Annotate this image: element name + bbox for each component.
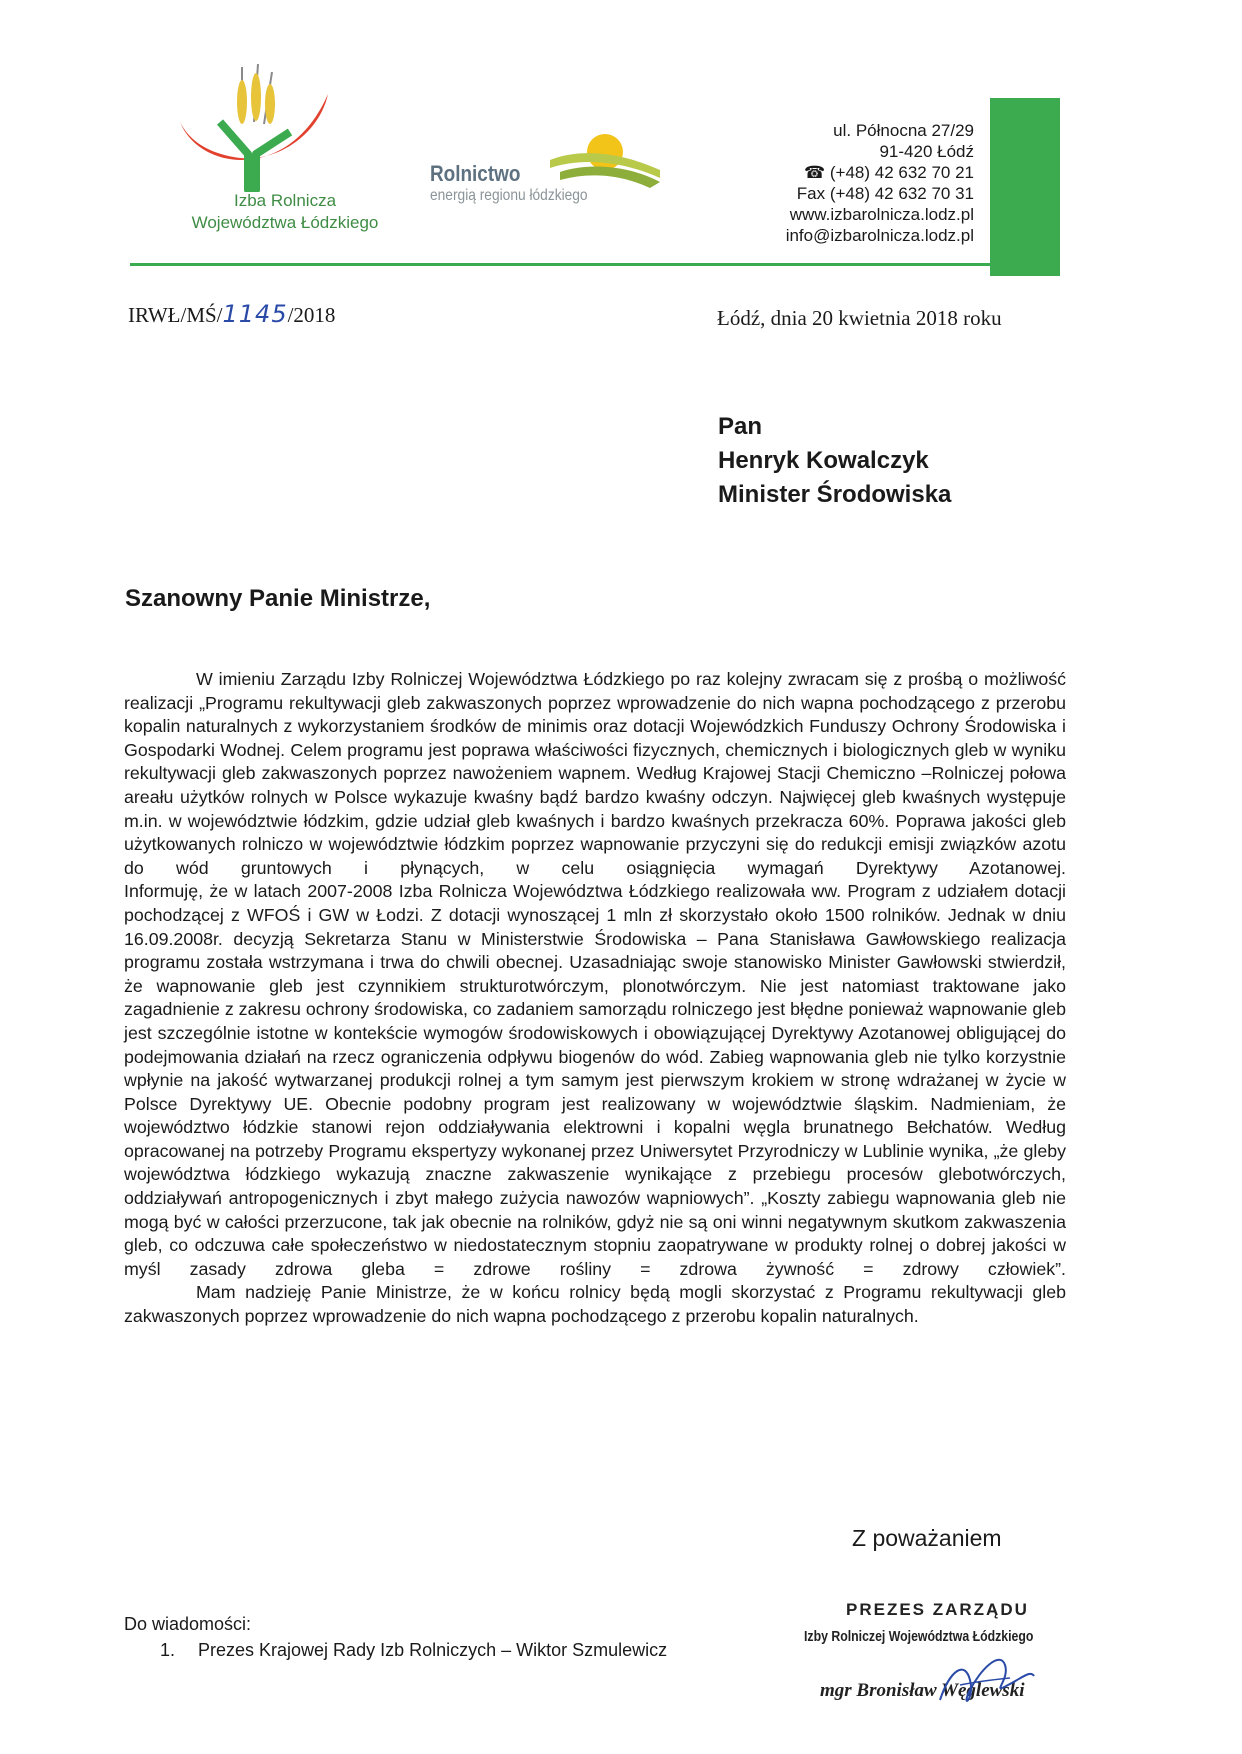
rolnictwo-logo [430,125,680,215]
reference-suffix: /2018 [287,303,336,327]
letter-body [124,668,1066,1329]
signature-title: PREZES ZARZĄDU [846,1600,1029,1619]
cc-list-item [160,1640,667,1661]
reference-number [128,300,335,328]
addressee-title: Minister Środowiska [718,481,952,508]
izba-rolnicza-logo [170,62,379,262]
contact-www[interactable]: www.izbarolnicza.lodz.pl [789,205,974,224]
contact-city: 91-420 Łódź [879,142,974,161]
rolnictwo-subtitle: energią regionu łódzkiego [430,187,588,204]
body-paragraph-3: Mam nadzieję Panie Ministrze, że w końcu rolnicy będą mogli skorzystać z Programu rekultywacji gleb zakwaszonych poprzez wprowadzenie do nich wapna pochodzącego z przerobu kopalin naturalnych. [124,1282,1066,1327]
addressee-block [718,410,951,512]
body-paragraph-2: Informuję, że w latach 2007-2008 Izba Rolnicza Województwa Łódzkiego realizowała ww. Program z udziałem dotacji pochodzącej z WFOŚ i GW w Łodzi. Z dotacji wynoszącej 1 mln zł skorzystało około 1500 rolników. Jednak w dniu 16.09.2008r. decyzją Sekretarza Stanu w Ministerstwie Środowiska – Pana Stanisława Gawłowskiego realizacja programu została wstrzymana i trwa do chwili obecnej. Uzasadniając swoje stanowisko Minister Gawłowski stwierdził, że wapnowanie gleb jest czynnikiem strukturotwórczym, plonotwórczym. Nie jest natomiast traktowane jako zagadnienie z zakresu ochrony środowiska, co zadaniem samorządu rolniczego jest błędne ponieważ wapnowanie gleb jest szczególnie istotne w kontekście wymogów środowiskowych i obowiązującej Dyrektywy Azotanowej obligującej do podejmowania działań na rzecz ograniczenia odpływu biogenów do wód. Zabieg wapnowania gleb nie tylko korzystnie wpłynie na jakość wytwarzanej produkcji rolnej a tym samym jest pierwszym krokiem w stronę wdrażanej w życie w Polsce Dyrektywy UE. Obecnie podobny program jest realizowany w województwie śląskim. Nadmieniam, że województwo łódzkie stanowi rejon oddziaływania elektrowni i kopalni węgla brunatnego Bełchatów. Według opracowanej na potrzeby Programu ekspertyzy wykonanej przez Uniwersytet Przyrodniczy w Lublinie wynika, „że gleby województwa łódzkiego wykazują znaczne zakwaszenie wynikające z przebiegu procesów glebotwórczych, oddziaływań antropogenicznych i zbyt małego zużycia nawozów wapniowych”. „Koszty zabiegu wapnowania gleb nie mogą być w całości przerzucone, tak jak obecnie na rolników, gdyż nie są oni winni negatywnym skutkom zakwaszenia gleb, co odczuwa całe społeczeństwo w niedostatecznym stopniu zaopatrywane w produkty rolnej o dobrej jakości w myśl zasady zdrowa gleba = zdrowe rośliny = zdrowa żywność = zdrowy człowiek”. [124,881,1066,1279]
contact-phone: ☎ (+48) 42 632 70 21 [803,163,974,182]
signature-stamp [800,1600,1090,1740]
contact-fax: Fax (+48) 42 632 70 31 [796,184,974,203]
closing-phrase: Z poważaniem [852,1525,1002,1551]
signature-organization: Izby Rolniczej Województwa Łódzkiego [804,1628,1034,1645]
contact-street: ul. Północna 27/29 [833,121,974,140]
wheat-and-sickle-icon [180,62,330,192]
sun-over-fields-icon [550,130,660,190]
handwritten-signature-icon [930,1640,1040,1720]
contact-email[interactable]: info@izbarolnicza.lodz.pl [785,226,974,245]
reference-handwritten-number: 1145 [222,300,288,328]
reference-prefix: IRWŁ/MŚ/ [128,303,223,327]
addressee-line1: Pan [718,413,763,440]
header-accent-bar [990,98,1060,276]
izba-logo-line2: Województwa Łódzkiego [191,213,379,232]
header-divider [130,263,1058,266]
letter-date: Łódź, dnia 20 kwietnia 2018 roku [717,306,1002,330]
addressee-name: Henryk Kowalczyk [718,447,929,474]
salutation: Szanowny Panie Ministrze, [125,585,431,612]
signature-name: mgr Bronisław Węglewski [820,1680,1025,1701]
contact-block [786,120,974,246]
izba-logo-line1: Izba Rolnicza [233,191,337,210]
cc-item-number: 1. [160,1640,176,1660]
cc-item-text: Prezes Krajowej Rady Izb Rolniczych – Wiktor Szmulewicz [198,1640,668,1660]
cc-title: Do wiadomości: [124,1614,252,1634]
body-paragraph-1: W imieniu Zarządu Izby Rolniczej Województwa Łódzkiego po raz kolejny zwracam się z prośbą o możliwość realizacji „Programu rekultywacji gleb zakwaszonych poprzez wprowadzenie do nich wapna pochodzącego z przerobu kopalin naturalnych z wykorzystaniem środków de minimis oraz dotacji Wojewódzkich Funduszy Ochrony Środowiska i Gospodarki Wodnej. Celem programu jest poprawa właściwości fizycznych, chemicznych i biologicznych gleb w wyniku rekultywacji gleb zakwaszonych poprzez nawożeniem wapnem. Według Krajowej Stacji Chemiczno –Rolniczej połowa areału użytków rolnych w Polsce wykazuje kwaśny bądź bardzo kwaśny odczyn. Najwięcej gleb kwaśnych występuje m.in. w województwie łódzkim, gdzie udział gleb kwaśnych i bardzo kwaśnych przekracza 60%. Poprawa jakości gleb użytkowanych rolniczo w województwie łódzkim poprzez wapnowanie przyczyni się do redukcji emisji związków azotu do wód gruntowych i płynących, w celu osiągnięcia wymagań Dyrektywy Azotanowej. [124,669,1066,878]
rolnictwo-title: Rolnictwo [430,161,521,186]
